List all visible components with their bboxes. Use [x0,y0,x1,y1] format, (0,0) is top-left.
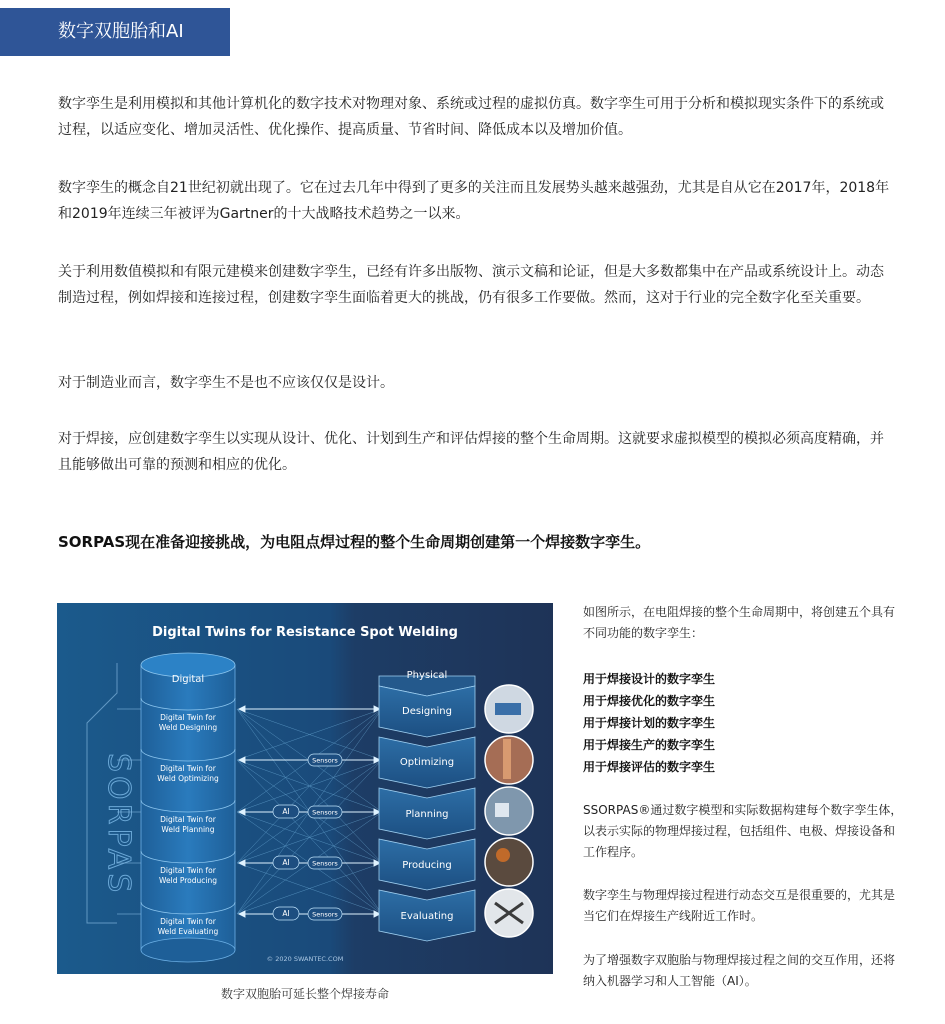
physical-item-planning: Planning [405,809,449,820]
ai-badge-planning: AI [282,807,290,816]
list-item: 用于焊接生产的数字孪生 [583,738,716,752]
physical-item-evaluating: Evaluating [400,911,454,922]
list-item: 用于焊接评估的数字孪生 [583,760,716,774]
side-intro: 如图所示，在电阻焊接的整个生命周期中，将创建五个具有不同功能的数字孪生： [583,605,896,640]
digital-twin-diagram [57,603,553,974]
digital-item-evaluating-line2: Weld Evaluating [157,927,219,936]
physical-item-optimizing: Optimizing [399,757,455,768]
digital-twin-list [583,668,715,778]
digital-item-producing-line1: Digital Twin for [160,866,216,875]
section-title-banner [0,8,230,56]
digital-item-optimizing-line1: Digital Twin for [160,764,216,773]
sensors-badge-optimizing: Sensors [312,756,338,765]
digital-item-designing-line2: Weld Designing [158,723,218,732]
digital-item-designing-line1: Digital Twin for [160,713,216,722]
digital-twin-figure [57,603,553,974]
digital-item-producing-line2: Weld Producing [159,876,217,885]
producing-photo [485,838,533,886]
figure-caption: 数字双胞胎可延长整个焊接寿命 [220,987,389,1001]
sorpas-logo [101,753,136,896]
sensors-badge-evaluating: Sensors [312,910,338,919]
digital-item-optimizing-line2: Weld Optimizing [157,774,219,783]
paragraph-welding: 对于焊接，应创建数字孪生以实现从设计、优化、计划到生产和评估焊接的整个生命周期。这就要求虚拟模型的模拟必须高度精确，并且能够做出可靠的预测和相应的优化。 [58,431,884,473]
ai-badge-evaluating: AI [282,909,290,918]
paragraph-challenge: 关于利用数值模拟和有限元建模来创建数字孪生，已经有许多出版物、演示文稿和论证，但是大多数都集中在产品或系统设计上。动态制造过程，例如焊接和连接过程，创建数字孪生面临着更大的挑战，仍有很多工作要做。然而，这对于行业的完全数字化至关重要。 [58,264,884,306]
list-item: 用于焊接设计的数字孪生 [583,672,716,686]
sensors-badge-producing: Sensors [312,859,338,868]
digital-cylinder-stack [141,653,235,962]
paragraph-history: 数字孪生的概念自21世纪初就出现了。它在过去几年中得到了更多的关注而且发展势头越来越强劲，尤其是自从它在2017年，2018年和2019年连续三年被评为Gartner的十大战略技术趋势之一以来。 [58,180,890,222]
figure-title: Digital Twins for Resistance Spot Welding [152,625,458,640]
side-paragraph-ai: 为了增强数字双胞胎与物理焊接过程之间的交互作用，还将纳入机器学习和人工智能（AI）。 [583,953,896,988]
list-item: 用于焊接优化的数字孪生 [583,694,716,708]
paragraph-manufacturing: 对于制造业而言，数字孪生不是也不应该仅仅是设计。 [58,375,394,391]
sensors-badge-planning: Sensors [312,808,338,817]
side-paragraph-model: SSORPAS®通过数字模型和实际数据构建每个数字孪生体，以表示实际的物理焊接过程，包括组件、电极、焊接设备和工作程序。 [583,803,903,859]
digital-item-planning-line2: Weld Planning [161,825,215,834]
highlight-statement: SORPAS现在准备迎接挑战，为电阻点焊过程的整个生命周期创建第一个焊接数字孪生。 [58,533,651,551]
physical-header: Physical [406,670,448,681]
digital-item-evaluating-line1: Digital Twin for [160,917,216,926]
process-photos [485,685,533,937]
physical-item-designing: Designing [402,706,452,717]
figure-copyright: © 2020 SWANTEC.COM [266,955,344,963]
section-title: 数字双胞胎和AI [58,21,184,42]
sorpas-logo-text: SORPAS [101,753,136,897]
digital-header: Digital [171,674,205,685]
ai-badge-producing: AI [282,858,290,867]
list-item: 用于焊接计划的数字孪生 [583,716,716,730]
physical-item-producing: Producing [402,860,452,871]
digital-item-planning-line1: Digital Twin for [160,815,216,824]
paragraph-intro: 数字孪生是利用模拟和其他计算机化的数字技术对物理对象、系统或过程的虚拟仿真。数字孪生可用于分析和模拟现实条件下的系统或过程，以适应变化、增加灵活性、优化操作、提高质量、节省时间、降低成本以及增加价值。 [58,96,884,138]
side-paragraph-interaction: 数字孪生与物理焊接过程进行动态交互是很重要的，尤其是当它们在焊接生产线附近工作时。 [583,888,896,923]
